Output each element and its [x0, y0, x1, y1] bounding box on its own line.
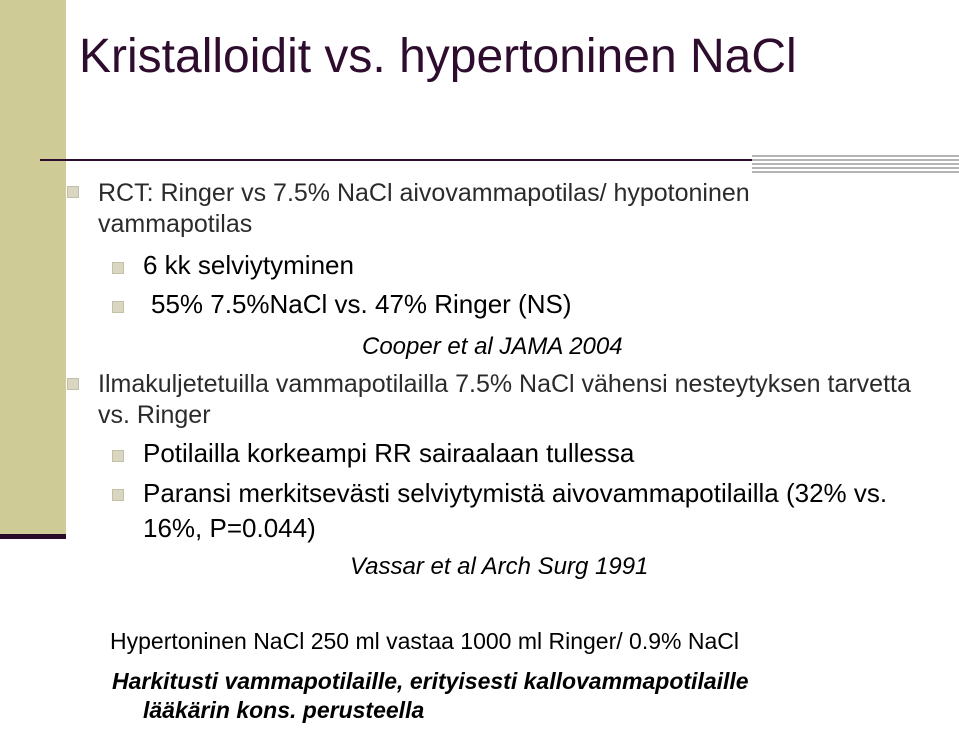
citation-2: Vassar et al Arch Surg 1991 — [350, 553, 649, 580]
citation-1: Cooper et al JAMA 2004 — [362, 333, 623, 360]
bullet-icon — [112, 489, 124, 501]
title-divider-accent — [752, 155, 959, 175]
bullet-1-text: RCT: Ringer vs 7.5% NaCl aivovammapotilas/ hypotoninen vammapotilas — [98, 179, 750, 238]
bullet-1-sub-2: 55% 7.5%NaCl vs. 47% Ringer (NS) — [151, 289, 572, 319]
footer-line-3: lääkärin kons. perusteella — [143, 697, 425, 723]
footer-line-1: Hypertoninen NaCl 250 ml vastaa 1000 ml Ringer/ 0.9% NaCl — [110, 628, 739, 654]
footer-line-2: Harkitusti vammapotilaille, erityisesti kallovammapotilaille — [112, 668, 749, 694]
left-decor-rule — [0, 534, 66, 539]
bullet-2-text: Ilmakuljetetuilla vammapotilailla 7.5% NaCl vähensi nesteytyksen tarvetta vs. Ringer — [98, 370, 911, 429]
bullet-2-sub-2: Paransi merkitsevästi selviytymistä aivovammapotilailla (32% vs. 16%, P=0.044) — [143, 478, 888, 543]
bullet-icon — [67, 378, 79, 390]
left-decor-band — [0, 0, 66, 536]
bullet-icon — [67, 186, 79, 198]
bullet-icon — [112, 262, 124, 274]
bullet-1-sub-1: 6 kk selviytyminen — [143, 250, 354, 280]
bullet-icon — [112, 301, 124, 313]
bullet-2-sub-1: Potilailla korkeampi RR sairaalaan tullessa — [143, 438, 635, 468]
bullet-icon — [112, 450, 124, 462]
slide-title: Kristalloidit vs. hypertoninen NaCl — [79, 30, 797, 83]
